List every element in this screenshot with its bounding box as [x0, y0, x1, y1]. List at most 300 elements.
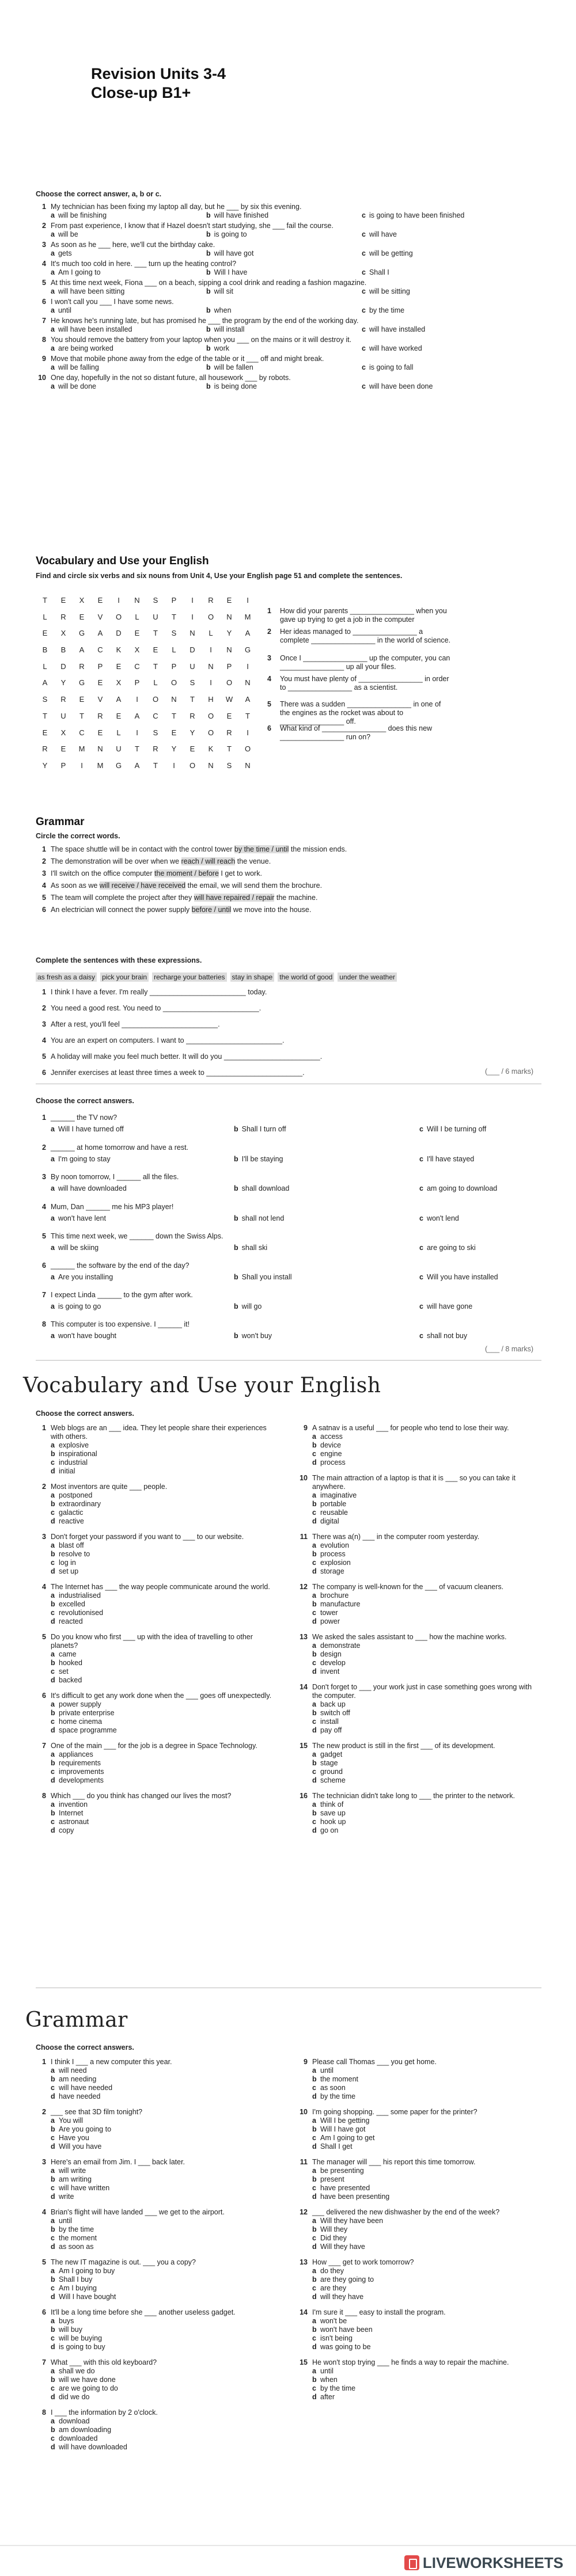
- option-b[interactable]: [51, 2225, 278, 2234]
- option-d[interactable]: [51, 2092, 278, 2101]
- grid-letter[interactable]: S: [153, 596, 158, 605]
- option-a[interactable]: [51, 325, 132, 334]
- option-c[interactable]: [362, 287, 410, 296]
- option-b[interactable]: [312, 1500, 539, 1509]
- option-d[interactable]: [51, 2293, 278, 2301]
- option-b[interactable]: [312, 1441, 539, 1450]
- option-b[interactable]: [51, 1450, 278, 1458]
- expr-item[interactable]: [36, 1069, 305, 1077]
- option-c[interactable]: [312, 1450, 539, 1458]
- option-b[interactable]: [312, 1600, 539, 1609]
- grid-letter[interactable]: E: [190, 744, 195, 754]
- option-a[interactable]: [51, 249, 72, 258]
- grid-letter[interactable]: T: [153, 761, 158, 770]
- grid-letter[interactable]: E: [97, 678, 103, 687]
- option-a[interactable]: [51, 287, 124, 296]
- option-c[interactable]: [312, 2334, 539, 2343]
- option-a[interactable]: [51, 1125, 124, 1134]
- option-d[interactable]: [51, 1617, 278, 1626]
- option-b[interactable]: [312, 1809, 539, 1818]
- option-a[interactable]: [51, 1155, 111, 1164]
- option-a[interactable]: [51, 2417, 278, 2426]
- option-c[interactable]: [362, 382, 433, 391]
- option-c[interactable]: [362, 230, 397, 239]
- option-d[interactable]: [51, 2193, 278, 2201]
- grid-letter[interactable]: M: [244, 612, 251, 621]
- grid-letter[interactable]: T: [227, 744, 232, 754]
- option-a[interactable]: [51, 230, 78, 239]
- grid-letter[interactable]: N: [171, 695, 177, 704]
- option-b[interactable]: [312, 2225, 539, 2234]
- grid-letter[interactable]: G: [115, 761, 122, 770]
- option-c[interactable]: [312, 2284, 539, 2293]
- option-d[interactable]: [312, 2293, 539, 2301]
- grid-letter[interactable]: Y: [190, 728, 195, 737]
- grid-letter[interactable]: V: [97, 612, 103, 621]
- option-b[interactable]: [51, 1809, 278, 1818]
- grid-letter[interactable]: T: [172, 612, 176, 621]
- option-b[interactable]: [51, 2075, 278, 2084]
- option-a[interactable]: [51, 344, 113, 353]
- option-a[interactable]: [51, 211, 107, 220]
- grid-letter[interactable]: I: [118, 596, 120, 605]
- option-c[interactable]: [51, 2084, 278, 2092]
- option-c[interactable]: [51, 2134, 278, 2142]
- option-d[interactable]: [312, 1826, 539, 1835]
- grid-letter[interactable]: E: [226, 711, 232, 720]
- grid-letter[interactable]: O: [115, 612, 122, 621]
- word-search-grid[interactable]: [36, 596, 257, 778]
- option-c[interactable]: [312, 1609, 539, 1617]
- option-c[interactable]: [419, 1244, 476, 1252]
- grid-letter[interactable]: D: [190, 645, 195, 655]
- option-b[interactable]: [312, 1550, 539, 1559]
- option-a[interactable]: [312, 2066, 539, 2075]
- grid-letter[interactable]: D: [116, 629, 122, 638]
- grid-letter[interactable]: X: [60, 728, 66, 737]
- option-a[interactable]: [51, 2066, 278, 2075]
- option-d[interactable]: [51, 1676, 278, 1685]
- option-d[interactable]: [312, 1776, 539, 1785]
- option-c[interactable]: [51, 1718, 278, 1726]
- grid-letter[interactable]: V: [97, 695, 103, 704]
- grid-letter[interactable]: O: [152, 695, 159, 704]
- option-b[interactable]: [312, 2175, 539, 2184]
- option-d[interactable]: [312, 1726, 539, 1735]
- option-c[interactable]: [51, 2384, 278, 2393]
- option-a[interactable]: [312, 2217, 539, 2225]
- grid-letter[interactable]: C: [97, 645, 103, 655]
- grid-letter[interactable]: S: [171, 629, 177, 638]
- option-c[interactable]: [51, 1768, 278, 1776]
- option-a[interactable]: [51, 382, 96, 391]
- option-a[interactable]: [51, 1650, 278, 1659]
- option-b[interactable]: [234, 1214, 284, 1223]
- grid-letter[interactable]: O: [244, 744, 251, 754]
- grid-letter[interactable]: N: [226, 612, 232, 621]
- grid-letter[interactable]: P: [134, 678, 140, 687]
- expr-item[interactable]: [36, 988, 267, 997]
- grid-letter[interactable]: M: [97, 761, 104, 770]
- option-c[interactable]: [312, 1659, 539, 1667]
- option-b[interactable]: [206, 363, 253, 372]
- grid-letter[interactable]: E: [153, 645, 158, 655]
- option-a[interactable]: [51, 2217, 278, 2225]
- option-a[interactable]: [312, 1700, 539, 1709]
- grid-letter[interactable]: E: [116, 662, 122, 671]
- option-d[interactable]: [312, 1667, 539, 1676]
- grid-letter[interactable]: X: [60, 629, 66, 638]
- option-d[interactable]: [51, 1726, 278, 1735]
- grid-letter[interactable]: T: [43, 711, 47, 720]
- sentence[interactable]: [267, 654, 453, 671]
- grid-letter[interactable]: O: [207, 612, 214, 621]
- word-choice[interactable]: before / until: [191, 906, 232, 914]
- grid-letter[interactable]: E: [97, 596, 103, 605]
- option-b[interactable]: [234, 1332, 272, 1340]
- option-d[interactable]: [312, 1567, 539, 1576]
- grid-letter[interactable]: T: [135, 744, 139, 754]
- grid-letter[interactable]: P: [60, 761, 66, 770]
- option-c[interactable]: [51, 2334, 278, 2343]
- option-a[interactable]: [312, 1642, 539, 1650]
- option-b[interactable]: [206, 382, 257, 391]
- grid-letter[interactable]: A: [42, 678, 48, 687]
- option-c[interactable]: [362, 249, 413, 258]
- option-c[interactable]: [51, 2234, 278, 2243]
- option-b[interactable]: [234, 1184, 289, 1193]
- grid-letter[interactable]: X: [134, 645, 140, 655]
- option-b[interactable]: [51, 1759, 278, 1768]
- grid-letter[interactable]: A: [97, 629, 103, 638]
- option-b[interactable]: [234, 1155, 283, 1164]
- option-c[interactable]: [362, 306, 404, 315]
- sentence[interactable]: [267, 700, 453, 726]
- option-d[interactable]: [51, 2142, 278, 2151]
- option-b[interactable]: [51, 1500, 278, 1509]
- grid-letter[interactable]: N: [208, 662, 214, 671]
- grid-letter[interactable]: R: [208, 596, 214, 605]
- grid-letter[interactable]: A: [245, 629, 251, 638]
- option-c[interactable]: [419, 1273, 498, 1282]
- grid-letter[interactable]: A: [245, 695, 251, 704]
- option-a[interactable]: [51, 1214, 106, 1223]
- option-c[interactable]: [51, 2284, 278, 2293]
- option-b[interactable]: [312, 1759, 539, 1768]
- grid-letter[interactable]: R: [153, 744, 158, 754]
- option-a[interactable]: [51, 1750, 278, 1759]
- option-b[interactable]: [312, 2376, 539, 2384]
- sentence[interactable]: [267, 628, 453, 645]
- option-b[interactable]: [51, 1600, 278, 1609]
- option-b[interactable]: [51, 2275, 278, 2284]
- grid-letter[interactable]: I: [136, 728, 138, 737]
- option-a[interactable]: [312, 2267, 539, 2275]
- option-d[interactable]: [51, 2343, 278, 2351]
- option-c[interactable]: [362, 211, 464, 220]
- option-b[interactable]: [206, 230, 247, 239]
- grid-letter[interactable]: E: [171, 728, 177, 737]
- option-b[interactable]: [206, 211, 268, 220]
- option-d[interactable]: [51, 2443, 278, 2452]
- option-a[interactable]: [312, 1750, 539, 1759]
- sentence[interactable]: [267, 675, 453, 692]
- word-choice[interactable]: reach / will reach: [181, 857, 236, 865]
- option-d[interactable]: [312, 2343, 539, 2351]
- grid-letter[interactable]: W: [225, 695, 233, 704]
- grid-letter[interactable]: T: [172, 711, 176, 720]
- grid-letter[interactable]: K: [116, 645, 122, 655]
- option-d[interactable]: [51, 1567, 278, 1576]
- option-c[interactable]: [312, 2084, 539, 2092]
- option-a[interactable]: [312, 2167, 539, 2175]
- option-b[interactable]: [206, 249, 253, 258]
- option-a[interactable]: [312, 1433, 539, 1441]
- option-c[interactable]: [51, 1609, 278, 1617]
- word-choice[interactable]: the moment / before: [154, 869, 219, 877]
- grid-letter[interactable]: E: [134, 629, 140, 638]
- option-c[interactable]: [419, 1332, 467, 1340]
- grid-letter[interactable]: L: [135, 612, 139, 621]
- grid-letter[interactable]: L: [43, 662, 47, 671]
- option-c[interactable]: [362, 344, 422, 353]
- grid-letter[interactable]: Y: [60, 678, 66, 687]
- grid-letter[interactable]: U: [153, 612, 158, 621]
- option-c[interactable]: [312, 2384, 539, 2393]
- grid-letter[interactable]: S: [190, 678, 195, 687]
- option-a[interactable]: [312, 1591, 539, 1600]
- grid-letter[interactable]: Y: [171, 744, 177, 754]
- grid-letter[interactable]: S: [42, 695, 48, 704]
- option-a[interactable]: [312, 2117, 539, 2125]
- grid-letter[interactable]: X: [116, 678, 122, 687]
- option-c[interactable]: [312, 1718, 539, 1726]
- grid-letter[interactable]: A: [134, 711, 140, 720]
- sentence[interactable]: [267, 607, 453, 624]
- grid-letter[interactable]: P: [171, 662, 177, 671]
- grid-letter[interactable]: O: [189, 761, 196, 770]
- sentence[interactable]: [267, 724, 453, 742]
- option-a[interactable]: [51, 2317, 278, 2326]
- option-b[interactable]: [51, 2326, 278, 2334]
- grid-letter[interactable]: I: [81, 761, 83, 770]
- grid-letter[interactable]: O: [207, 711, 214, 720]
- grid-letter[interactable]: B: [60, 645, 66, 655]
- grid-letter[interactable]: H: [208, 695, 214, 704]
- option-a[interactable]: [51, 1541, 278, 1550]
- option-d[interactable]: [51, 1517, 278, 1526]
- grid-letter[interactable]: A: [134, 761, 140, 770]
- grid-letter[interactable]: P: [97, 662, 103, 671]
- grid-letter[interactable]: N: [245, 678, 251, 687]
- grid-letter[interactable]: P: [226, 662, 232, 671]
- option-c[interactable]: [419, 1125, 486, 1134]
- option-a[interactable]: [51, 1591, 278, 1600]
- grid-letter[interactable]: R: [42, 744, 48, 754]
- grid-letter[interactable]: R: [60, 695, 66, 704]
- option-c[interactable]: [51, 1667, 278, 1676]
- option-a[interactable]: [51, 1244, 98, 1252]
- grid-letter[interactable]: E: [60, 596, 66, 605]
- grid-letter[interactable]: E: [226, 596, 232, 605]
- grid-letter[interactable]: R: [79, 662, 85, 671]
- grid-letter[interactable]: E: [79, 612, 85, 621]
- option-b[interactable]: [312, 1650, 539, 1659]
- option-a[interactable]: [51, 1441, 278, 1450]
- grid-letter[interactable]: Y: [42, 761, 48, 770]
- grid-letter[interactable]: T: [190, 695, 195, 704]
- grid-letter[interactable]: U: [116, 744, 122, 754]
- option-a[interactable]: [51, 1700, 278, 1709]
- option-b[interactable]: [312, 2326, 539, 2334]
- grid-letter[interactable]: C: [79, 728, 85, 737]
- option-d[interactable]: [312, 2243, 539, 2251]
- grid-letter[interactable]: L: [43, 612, 47, 621]
- grid-letter[interactable]: N: [245, 761, 251, 770]
- grid-letter[interactable]: I: [247, 596, 249, 605]
- option-d[interactable]: [312, 1617, 539, 1626]
- option-a[interactable]: [51, 306, 71, 315]
- grid-letter[interactable]: N: [226, 645, 232, 655]
- grid-letter[interactable]: E: [116, 711, 122, 720]
- option-a[interactable]: [51, 1302, 101, 1311]
- grid-letter[interactable]: G: [78, 678, 85, 687]
- option-a[interactable]: [312, 2367, 539, 2376]
- grid-letter[interactable]: O: [207, 728, 214, 737]
- option-b[interactable]: [51, 2175, 278, 2184]
- option-b[interactable]: [51, 1659, 278, 1667]
- grid-letter[interactable]: G: [244, 645, 251, 655]
- grid-letter[interactable]: X: [79, 596, 85, 605]
- option-c[interactable]: [312, 1818, 539, 1826]
- grid-letter[interactable]: S: [153, 728, 158, 737]
- grid-letter[interactable]: N: [190, 629, 195, 638]
- option-a[interactable]: [51, 2167, 278, 2175]
- option-b[interactable]: [51, 1550, 278, 1559]
- option-c[interactable]: [312, 2134, 539, 2142]
- option-b[interactable]: [234, 1125, 286, 1134]
- grid-letter[interactable]: U: [190, 662, 195, 671]
- grid-letter[interactable]: O: [226, 678, 233, 687]
- option-d[interactable]: [51, 1776, 278, 1785]
- grid-letter[interactable]: D: [60, 662, 66, 671]
- grid-letter[interactable]: R: [97, 711, 103, 720]
- option-c[interactable]: [312, 1509, 539, 1517]
- grid-letter[interactable]: A: [116, 695, 122, 704]
- option-c[interactable]: [51, 1458, 278, 1467]
- option-b[interactable]: [312, 2075, 539, 2084]
- option-c[interactable]: [51, 2434, 278, 2443]
- grid-letter[interactable]: T: [153, 662, 158, 671]
- option-d[interactable]: [51, 1467, 278, 1476]
- word-choice[interactable]: by the time / until: [234, 845, 289, 853]
- option-a[interactable]: [312, 1541, 539, 1550]
- option-b[interactable]: [51, 2125, 278, 2134]
- option-c[interactable]: [362, 268, 389, 277]
- option-a[interactable]: [51, 1332, 116, 1340]
- grid-letter[interactable]: K: [208, 744, 214, 754]
- grid-letter[interactable]: I: [191, 612, 194, 621]
- word-choice[interactable]: will have repaired / repair: [194, 894, 275, 902]
- option-a[interactable]: [51, 2367, 278, 2376]
- grid-letter[interactable]: I: [247, 662, 249, 671]
- expr-item[interactable]: [36, 1004, 261, 1013]
- grid-letter[interactable]: G: [78, 629, 85, 638]
- grid-letter[interactable]: I: [247, 728, 249, 737]
- grid-letter[interactable]: I: [210, 645, 212, 655]
- option-d[interactable]: [51, 2393, 278, 2402]
- grid-letter[interactable]: E: [42, 629, 48, 638]
- option-c[interactable]: [312, 2234, 539, 2243]
- option-c[interactable]: [51, 2184, 278, 2193]
- option-b[interactable]: [51, 2376, 278, 2384]
- grid-letter[interactable]: B: [42, 645, 48, 655]
- option-a[interactable]: [51, 1491, 278, 1500]
- grid-letter[interactable]: P: [171, 596, 177, 605]
- grid-letter[interactable]: L: [116, 728, 121, 737]
- option-d[interactable]: [312, 2193, 539, 2201]
- grid-letter[interactable]: I: [191, 596, 194, 605]
- option-b[interactable]: [51, 2426, 278, 2434]
- expr-item[interactable]: [36, 1020, 220, 1029]
- grid-letter[interactable]: M: [78, 744, 85, 754]
- option-b[interactable]: [51, 1709, 278, 1718]
- option-d[interactable]: [312, 1458, 539, 1467]
- option-a[interactable]: [312, 1491, 539, 1500]
- option-c[interactable]: [312, 2184, 539, 2193]
- option-b[interactable]: [234, 1273, 292, 1282]
- option-a[interactable]: [51, 363, 99, 372]
- grid-letter[interactable]: E: [42, 728, 48, 737]
- option-c[interactable]: [419, 1302, 472, 1311]
- option-c[interactable]: [419, 1155, 474, 1164]
- grid-letter[interactable]: L: [209, 629, 213, 638]
- option-a[interactable]: [51, 1273, 113, 1282]
- grid-letter[interactable]: I: [210, 678, 212, 687]
- option-a[interactable]: [51, 1184, 127, 1193]
- grid-letter[interactable]: L: [153, 678, 158, 687]
- grid-letter[interactable]: N: [208, 761, 214, 770]
- grid-letter[interactable]: T: [79, 711, 84, 720]
- option-d[interactable]: [312, 1517, 539, 1526]
- grid-letter[interactable]: E: [79, 695, 85, 704]
- option-d[interactable]: [51, 2243, 278, 2251]
- option-a[interactable]: [312, 1800, 539, 1809]
- option-b[interactable]: [312, 1709, 539, 1718]
- option-c[interactable]: [51, 1818, 278, 1826]
- grid-letter[interactable]: R: [190, 711, 195, 720]
- grid-letter[interactable]: E: [97, 728, 103, 737]
- grid-letter[interactable]: T: [153, 629, 158, 638]
- option-b[interactable]: [234, 1302, 262, 1311]
- option-b[interactable]: [206, 344, 229, 353]
- option-c[interactable]: [312, 1768, 539, 1776]
- grid-letter[interactable]: T: [245, 711, 250, 720]
- option-a[interactable]: [51, 1800, 278, 1809]
- option-c[interactable]: [362, 325, 425, 334]
- option-b[interactable]: [234, 1244, 267, 1252]
- grid-letter[interactable]: R: [60, 612, 66, 621]
- option-b[interactable]: [206, 268, 247, 277]
- option-a[interactable]: [51, 2267, 278, 2275]
- option-a[interactable]: [51, 268, 101, 277]
- option-d[interactable]: [312, 2092, 539, 2101]
- option-c[interactable]: [51, 1559, 278, 1567]
- grid-letter[interactable]: N: [134, 596, 140, 605]
- option-c[interactable]: [419, 1184, 497, 1193]
- option-b[interactable]: [312, 2125, 539, 2134]
- grid-letter[interactable]: C: [153, 711, 158, 720]
